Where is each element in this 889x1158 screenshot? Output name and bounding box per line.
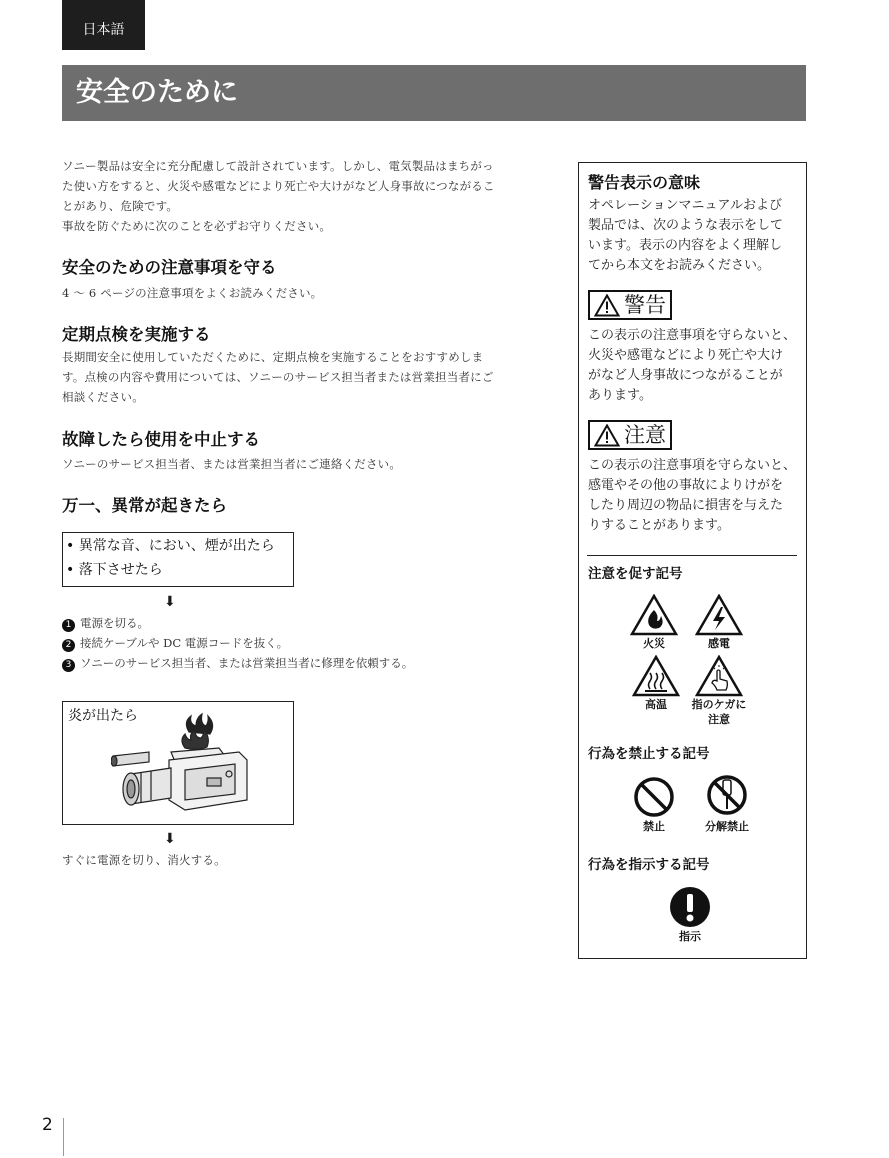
electric-shock-icon xyxy=(695,594,743,636)
symbol-label-heat: 高温 xyxy=(645,698,667,711)
down-arrow-icon: ⬇ xyxy=(164,831,176,847)
page-title: 安全のために xyxy=(62,65,806,121)
condition-item: • 異常な音、におい、煙が出たら xyxy=(66,538,275,554)
caution-label: 注意 xyxy=(624,423,666,447)
sidebar-intro-line: オペレーションマニュアルおよび xyxy=(588,198,782,213)
sidebar-title: 警告表示の意味 xyxy=(588,173,701,192)
symbol-label-instruction: 指示 xyxy=(679,930,701,943)
mandatory-action-icon xyxy=(669,886,711,928)
warning-line: あります。 xyxy=(588,388,652,403)
step-item xyxy=(62,633,288,653)
intro-line: ソニー製品は安全に充分配慮して設計されています。しかし、電気製品はまちがっ xyxy=(62,159,494,173)
symbol-label-finger xyxy=(685,697,753,727)
instruction-symbols-heading: 行為を指示する記号 xyxy=(588,857,710,873)
inspection-line: す。点検の内容や費用については、ソニーのサービス担当者または営業担当者にご xyxy=(62,370,494,384)
abnormal-conditions-box xyxy=(62,532,294,587)
heading-abnormal: 万一、異常が起きたら xyxy=(62,496,227,515)
condition-item: • 落下させたら xyxy=(66,562,163,578)
caution-description xyxy=(588,456,806,536)
fire-warning-icon xyxy=(630,594,678,636)
symbol-label-shock: 感電 xyxy=(708,637,730,650)
observe-text: 4 〜 6 ページの注意事項をよくお読みください。 xyxy=(62,286,323,300)
warning-sign xyxy=(588,290,672,320)
prohibition-symbols-heading: 行為を禁止する記号 xyxy=(588,746,710,762)
fire-box xyxy=(62,701,294,825)
step-text: ソニーのサービス担当者、または営業担当者に修理を依頼する。 xyxy=(80,656,414,670)
symbol-label-fire: 火災 xyxy=(643,637,665,650)
fire-action-text: すぐに電源を切り、消火する。 xyxy=(62,853,226,867)
symbol-label-prohibited: 禁止 xyxy=(643,820,665,833)
failure-text: ソニーのサービス担当者、または営業担当者にご連絡ください。 xyxy=(62,457,402,471)
sidebar-intro-line: 製品では、次のような表示をして xyxy=(588,218,784,233)
sidebar-intro-line: います。表示の内容をよく理解し xyxy=(588,238,782,253)
attention-symbols-heading: 注意を促す記号 xyxy=(588,566,683,582)
symbol-label-finger-line: 指のケガに xyxy=(691,698,747,711)
sidebar-intro-line: てから本文をお読みください。 xyxy=(588,258,771,273)
warning-line: 火災や感電などにより死亡や大け xyxy=(588,348,784,363)
caution-triangle-icon xyxy=(594,424,620,447)
warning-triangle-icon xyxy=(594,294,620,317)
step-text: 接続ケーブルや DC 電源コードを抜く。 xyxy=(80,636,289,650)
step-text: 電源を切る。 xyxy=(80,616,149,630)
high-temperature-icon xyxy=(632,655,680,697)
intro-line: た使い方をすると、火災や感電などにより死亡や大けがなど人身事故につながるこ xyxy=(62,179,495,193)
no-disassembly-icon xyxy=(706,774,748,816)
caution-line: この表示の注意事項を守らないと、 xyxy=(588,458,797,473)
warning-legend-panel xyxy=(578,162,807,959)
page-number: 2 xyxy=(42,1115,53,1135)
language-tab: 日本語 xyxy=(62,0,145,50)
heading-failure: 故障したら使用を中止する xyxy=(62,430,260,449)
warning-description xyxy=(588,326,806,406)
step-item xyxy=(62,613,149,633)
intro-line: 事故を防ぐために次のことを必ずお守りください。 xyxy=(62,219,332,233)
page-number-divider xyxy=(63,1118,64,1156)
caution-line: したり周辺の物品に損害を与えた xyxy=(588,498,784,513)
inspection-line: 相談ください。 xyxy=(62,390,144,404)
symbol-label-finger-line: 注意 xyxy=(708,713,730,726)
finger-injury-icon xyxy=(695,655,743,697)
warning-line: この表示の注意事項を守らないと、 xyxy=(588,328,797,343)
inspection-text xyxy=(62,347,552,407)
step-number: 3 xyxy=(62,659,75,672)
warning-label: 警告 xyxy=(624,293,666,317)
intro-text xyxy=(62,156,552,236)
warning-line: がなど人身事故につながることが xyxy=(588,368,783,383)
step-item xyxy=(62,653,413,673)
caution-line: りすることがあります。 xyxy=(588,518,730,533)
heading-inspection: 定期点検を実施する xyxy=(62,325,211,344)
prohibited-icon xyxy=(633,776,675,818)
camera-fire-illustration xyxy=(111,712,251,820)
down-arrow-icon: ⬇ xyxy=(164,594,176,610)
sidebar-intro xyxy=(588,196,803,276)
intro-line: とがあり、危険です。 xyxy=(62,199,179,213)
divider xyxy=(587,555,797,556)
caution-line: 感電やその他の事故によりけがを xyxy=(588,478,784,493)
fire-label: 炎が出たら xyxy=(68,708,138,724)
step-number: 2 xyxy=(62,639,75,652)
heading-observe: 安全のための注意事項を守る xyxy=(62,258,277,277)
step-number: 1 xyxy=(62,619,75,632)
symbol-label-no-disassembly: 分解禁止 xyxy=(705,820,749,833)
inspection-line: 長期間安全に使用していただくために、定期点検を実施することをおすすめしま xyxy=(62,350,484,364)
caution-sign xyxy=(588,420,672,450)
